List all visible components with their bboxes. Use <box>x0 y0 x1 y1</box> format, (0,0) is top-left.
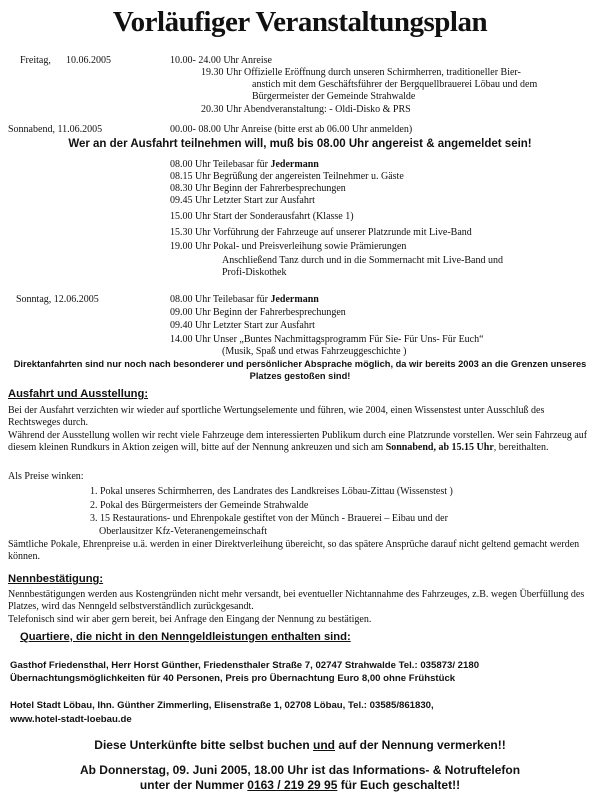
footer-line: Diese Unterkünfte bitte selbst buchen und auf der Nennung vermerken!! <box>94 738 506 752</box>
saturday-line: Profi-Diskothek <box>222 267 287 278</box>
preise-label: Als Preise winken: <box>8 471 84 482</box>
friday-line: Bürgermeister der Gemeinde Strahwalde <box>252 91 416 102</box>
section-heading-ausfahrt: Ausfahrt und Ausstellung: <box>8 388 149 400</box>
saturday-line: 08.30 Uhr Beginn der Fahrerbesprechungen <box>170 183 346 194</box>
friday-line: 20.30 Uhr Abendveranstaltung: - Oldi-Disko & PRS <box>201 104 411 115</box>
friday-line: 19.30 Uhr Offizielle Eröffnung durch unseren Schirmherren, traditioneller Bier- <box>201 67 521 78</box>
section-heading-quartiere: Quartiere, die nicht in den Nenngeldleistungen enthalten sind: <box>20 631 351 643</box>
saturday-line: Anschließend Tanz durch und in die Sommernacht mit Live-Band und <box>222 255 503 266</box>
hotel-line: www.hotel-stadt-loebau.de <box>10 714 132 725</box>
hotel-line: Hotel Stadt Löbau, Ihn. Günther Zimmerling, Elisenstraße 1, 02708 Löbau, Tel.: 03585/861830, <box>10 700 434 711</box>
nenn-paragraph: Telefonisch sind wir aber gern bereit, bei Anfrage den Eingang der Nennung zu bestätigen. <box>8 614 372 625</box>
preis-item: 3. 15 Restaurations- und Ehrenpokale gestiftet von der Münch - Brauerei – Eibau und der <box>90 513 448 524</box>
sunday-line: 09.00 Uhr Beginn der Fahrerbesprechungen <box>170 307 346 318</box>
sunday-line: (Musik, Spaß und etwas Fahrzeuggeschichte ) <box>222 346 407 357</box>
saturday-line: 08.15 Uhr Begrüßung der angereisten Teilnehmer u. Gäste <box>170 171 404 182</box>
nenn-paragraph: Nennbestätigungen werden aus Kostengründen nicht mehr versandt, bei eventueller Nichtannahme des Fahrzeuges, z.B. wegen Überfüllung des Platzes, wird das Nenngeld selbstverständlich zurückgesandt. <box>8 589 585 612</box>
page-title: Vorläufiger Veranstaltungsplan <box>112 6 488 38</box>
saturday-line: 15.30 Uhr Vorführung der Fahrzeuge auf unserer Platzrunde mit Live-Band <box>170 227 472 238</box>
friday-label: Freitag, <box>20 55 51 66</box>
sunday-line: 08.00 Uhr Teilebasar für Jedermann <box>170 294 319 305</box>
hotel-line: Gasthof Friedensthal, Herr Horst Günther, Friedensthaler Straße 7, 02747 Strahwalde Tel.: 035873/ 2180 <box>10 660 480 671</box>
saturday-label: Sonnabend, 11.06.2005 <box>8 124 103 135</box>
footer-line: unter der Nummer 0163 / 219 29 95 für Euch geschaltet!! <box>139 778 461 792</box>
saturday-highlight: Wer an der Ausfahrt teilnehmen will, muß bis 08.00 Uhr angereist & angemeldet sein! <box>68 138 532 150</box>
sunday-label: Sonntag, 12.06.2005 <box>16 294 99 305</box>
sunday-line: 09.40 Uhr Letzter Start zur Ausfahrt <box>170 320 315 331</box>
ausfahrt-paragraph: Sämtliche Pokale, Ehrenpreise u.ä. werden in einer Direktverleihung übereicht, so das spätere Ansprüche darauf nicht geltend gemacht werden können. <box>8 539 580 562</box>
section-heading-nennbestaetigung: Nennbestätigung: <box>8 573 104 585</box>
ausfahrt-paragraph: Während der Ausstellung wollen wir recht viele Fahrzeuge dem interessierten Publikum durch eine Platzrunde vorstellen. Wer sein Fahrzeug auf diesem kleinen Rundkurs in Aktion zeigen will, bitte auf der Nennung ankreuzen und sich am Sonnabend, ab 15.15 Uhr, bereithalten. <box>8 430 588 453</box>
preis-item: 1. Pokal unseres Schirmherren, des Landrates des Landkreises Löbau-Zittau (Wissenstest ) <box>90 486 453 497</box>
saturday-line: 19.00 Uhr Pokal- und Preisverleihung sowie Prämierungen <box>170 241 407 252</box>
saturday-line: 00.00- 08.00 Uhr Anreise (bitte erst ab 06.00 Uhr anmelden) <box>170 124 413 135</box>
direktanfahrt-note: Direktanfahrten sind nur noch nach besonderer und persönlicher Absprache möglich, da wir bereits 2003 an die Grenzen unseres Platzes gestoßen sind! <box>13 359 587 381</box>
preis-item: 2. Pokal des Bürgermeisters der Gemeinde Strahwalde <box>90 500 309 511</box>
friday-line: anstich mit dem Geschäftsführer der Bergquellbrauerei Löbau und dem <box>252 79 538 90</box>
ausfahrt-paragraph: Bei der Ausfahrt verzichten wir wieder auf sportliche Wertungselemente und führen, wie 2004, einen Wissenstest unter Ausschluß des Rechtsweges durch. <box>8 405 545 428</box>
hotel-line: Übernachtungsmöglichkeiten für 40 Personen, Preis pro Übernachtung Euro 8,00 ohne Frühstück <box>10 673 456 684</box>
saturday-line: 09.45 Uhr Letzter Start zur Ausfahrt <box>170 195 315 206</box>
preis-item: Oberlausitzer Kfz-Veteranengemeinschaft <box>99 526 267 537</box>
friday-line: 10.00- 24.00 Uhr Anreise <box>170 55 272 66</box>
friday-date: 10.06.2005 <box>66 55 111 66</box>
sunday-line: 14.00 Uhr Unser „Buntes Nachmittagsprogramm Für Sie- Für Uns- Für Euch“ <box>170 334 484 345</box>
saturday-line: 15.00 Uhr Start der Sonderausfahrt (Klasse 1) <box>170 211 354 222</box>
footer-line: Ab Donnerstag, 09. Juni 2005, 18.00 Uhr ist das Informations- & Notruftelefon <box>79 763 521 777</box>
saturday-line: 08.00 Uhr Teilebasar für Jedermann <box>170 159 319 170</box>
